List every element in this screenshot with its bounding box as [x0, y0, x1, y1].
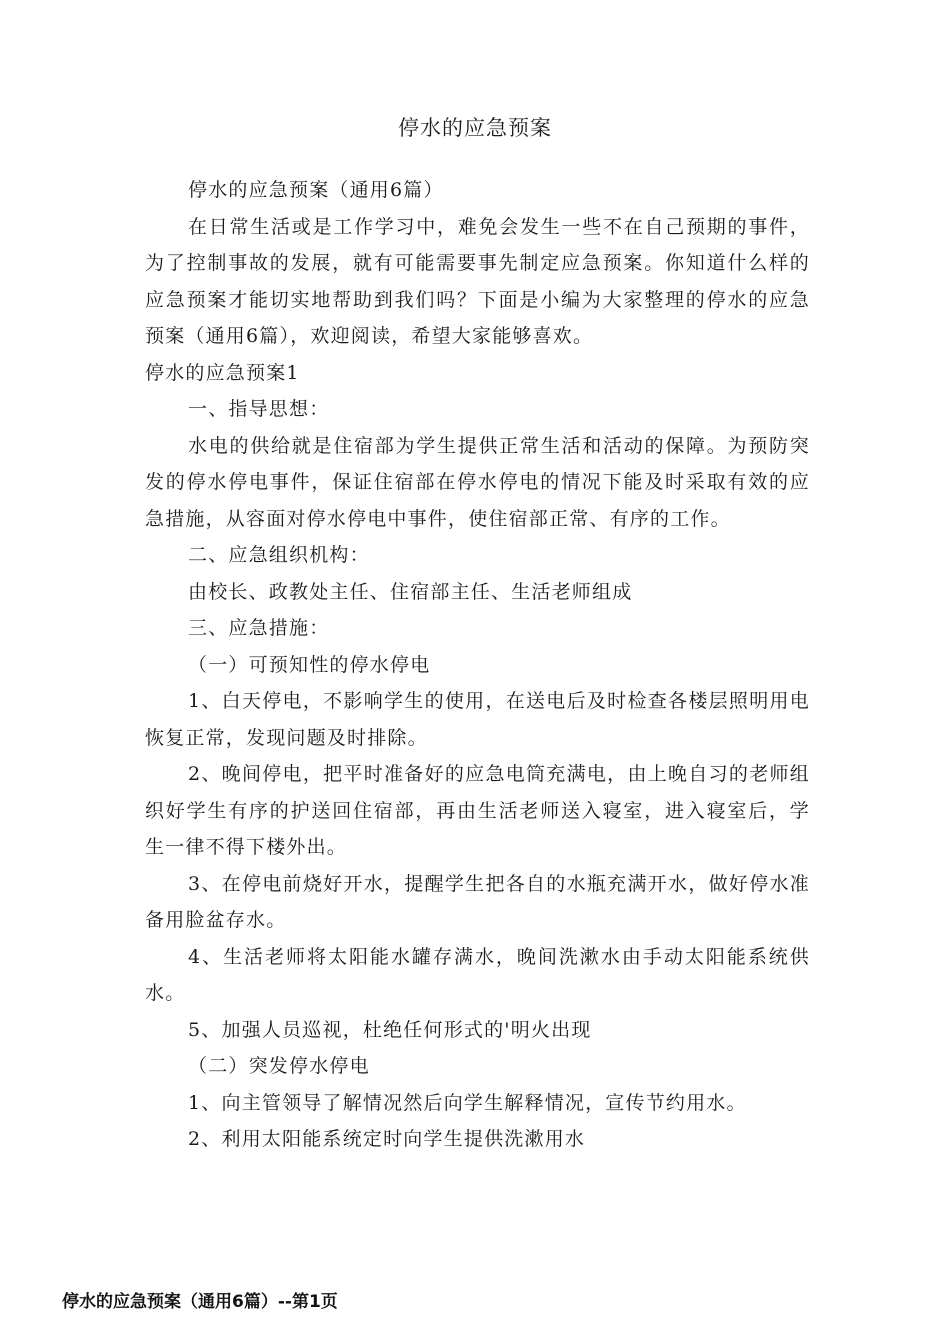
list-item: 1、向主管领导了解情况然后向学生解释情况，宣传节约用水。	[188, 1091, 747, 1114]
intro-paragraph: 在日常生活或是工作学习中，难免会发生一些不在自己预期的事件，为了控制事故的发展，就有可能需要事先制定应急预案。你知道什么样的应急预案才能切实地帮助到我们吗？下面是小编为大家整理的停水的应急预案（通用6篇），欢迎阅读，希望大家能够喜欢。	[145, 215, 810, 347]
list-item: 5、加强人员巡视，杜绝任何形式的'明火出现	[188, 1018, 592, 1041]
document-body	[145, 172, 810, 1158]
subheading-sudden: （二）突发停水停电	[188, 1055, 370, 1077]
heading-organization: 二、应急组织机构：	[188, 544, 370, 566]
list-item: 1、白天停电，不影响学生的使用，在送电后及时检查各楼层照明用电恢复正常，发现问题及时排除。	[145, 690, 810, 749]
body-paragraph: 由校长、政教处主任、住宿部主任、生活老师组成	[188, 580, 633, 603]
section-title: 停水的应急预案1	[145, 361, 300, 384]
document-title: 停水的应急预案	[398, 116, 552, 140]
subheading-predictable: （一）可预知性的停水停电	[188, 653, 431, 676]
page-footer: 停水的应急预案（通用6篇）--第1页	[62, 1292, 338, 1312]
list-item: 3、在停电前烧好开水，提醒学生把各自的水瓶充满开水，做好停水准备用脸盆存水。	[145, 872, 810, 931]
body-paragraph: 水电的供给就是住宿部为学生提供正常生活和活动的保障。为预防突发的停水停电事件，保证住宿部在停水停电的情况下能及时采取有效的应急措施，从容面对停水停电中事件，使住宿部正常、有序的工作。	[145, 434, 810, 530]
subtitle-paragraph: 停水的应急预案（通用6篇）	[188, 179, 444, 201]
list-item: 2、晚间停电，把平时准备好的应急电筒充满电，由上晚自习的老师组织好学生有序的护送回住宿部，再由生活老师送入寝室，进入寝室后，学生一律不得下楼外出。	[145, 763, 810, 858]
list-item: 2、利用太阳能系统定时向学生提供洗漱用水	[188, 1128, 586, 1150]
list-item: 4、生活老师将太阳能水罐存满水，晚间洗漱水由手动太阳能系统供水。	[145, 945, 810, 1004]
heading-guiding-thought: 一、指导思想：	[188, 398, 330, 420]
heading-measures: 三、应急措施：	[188, 617, 330, 639]
